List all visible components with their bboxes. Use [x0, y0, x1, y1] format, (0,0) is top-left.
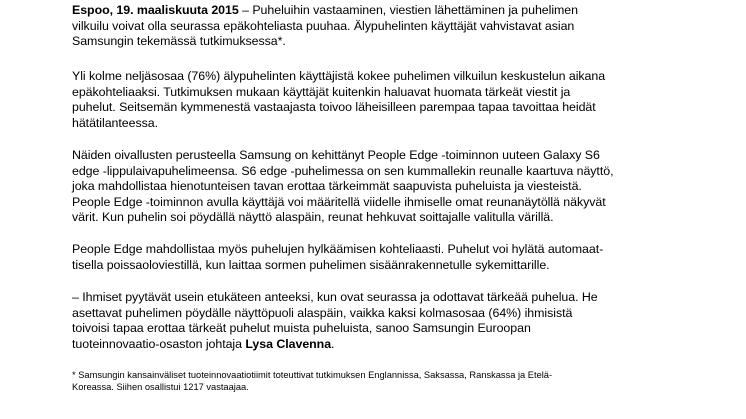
quote-last-line [72, 337, 672, 353]
quote-last-line-suffix: . [331, 336, 335, 351]
intro-paragraph [72, 3, 672, 50]
people-edge-paragraph [72, 148, 672, 226]
survey-line: Yli kolme neljäsosaa (76%) älypuhelinten käyttäjistä kokee puhelimen vilkuilun keskustelun aikana [72, 69, 606, 83]
intro-line-1-text: – Puheluihin vastaaminen, viestien lähettäminen ja puhelimen [238, 3, 578, 17]
call-reject-line: tisella poissaoloviestillä, kun laittaa sormen puhelimen sisäänrakennetulle sykemittarille. [72, 257, 550, 272]
dateline: Espoo, 19. maaliskuuta 2015 [72, 3, 239, 17]
survey-paragraph [72, 69, 672, 131]
quote-last-line-prefix: tuoteinnovaatio-osaston johtaja [72, 336, 246, 351]
quote-line: asettavat puhelimen pöydälle näyttöpuoli alaspäin, vaikka kaksi kolmasosaa (64%) ihmisistä [72, 305, 573, 320]
people-edge-line: edge -lippulaivapuhelimeensa. S6 edge -puhelimessa on sen kummallekin reunalle kaartuva näyttö, [72, 163, 614, 178]
people-edge-line: joka mahdollistaa hienotunteisen tavan erottaa tärkeimmät saapuvista puheluista ja viesteistä. [72, 179, 582, 194]
call-reject-paragraph [72, 242, 672, 273]
people-edge-line: värit. Kun puhelin soi pöydällä näyttö alaspäin, reunat hehkuvat soittajalle valitulla värillä. [72, 210, 554, 225]
people-edge-line: Näiden oivallusten perusteella Samsung on kehittänyt People Edge -toiminnon uuteen Galaxy S6 [72, 148, 600, 162]
people-edge-line: People Edge -toiminnon avulla käyttäjä voi määritellä viidelle ihmiselle omat reunanäytöllä näkyvät [72, 194, 606, 209]
survey-line: puhelut. Seitsemän kymmenestä vastaajasta toivoo läheisilleen parempaa tapaa tavoittaa heidät [72, 100, 596, 115]
footnote [72, 369, 672, 394]
quote-line: – Ihmiset pyytävät usein etukäteen anteeksi, kun ovat seurassa ja odottavat tärkeää puhelua. He [72, 290, 598, 304]
speaker-name: Lysa Clavenna [245, 336, 332, 351]
call-reject-line: People Edge mahdollistaa myös puhelujen hylkäämisen kohteliaasti. Puhelut voi hylätä automaat- [72, 242, 604, 256]
survey-line: epäkohteliaaksi. Tutkimuksen mukaan käyttäjät kuitenkin haluavat huomata tärkeät viestit ja [72, 84, 571, 99]
survey-line: hätätilanteessa. [72, 115, 158, 130]
intro-line-2: vilkuilu voivat olla seurassa epäkohteliasta puuhaa. Älypuhelinten käyttäjät vahvistavat asian [72, 18, 575, 33]
intro-line-1 [72, 3, 672, 19]
footnote-line: Koreassa. Siihen osallistui 1217 vastaajaa. [72, 382, 249, 393]
footnote-line: * Samsungin kansainväliset tuoteinnovaatiotiimit toteuttivat tutkimuksen Englannissa, Saksassa, Ranskassa ja Etelä- [72, 370, 553, 380]
intro-line-3: Samsungin tekemässä tutkimuksessa*. [72, 34, 286, 49]
quote-paragraph [72, 290, 672, 352]
quote-line: toivoisi tapaa erottaa tärkeät puhelut muista puheluista, sanoo Samsungin Euroopan [72, 321, 531, 336]
